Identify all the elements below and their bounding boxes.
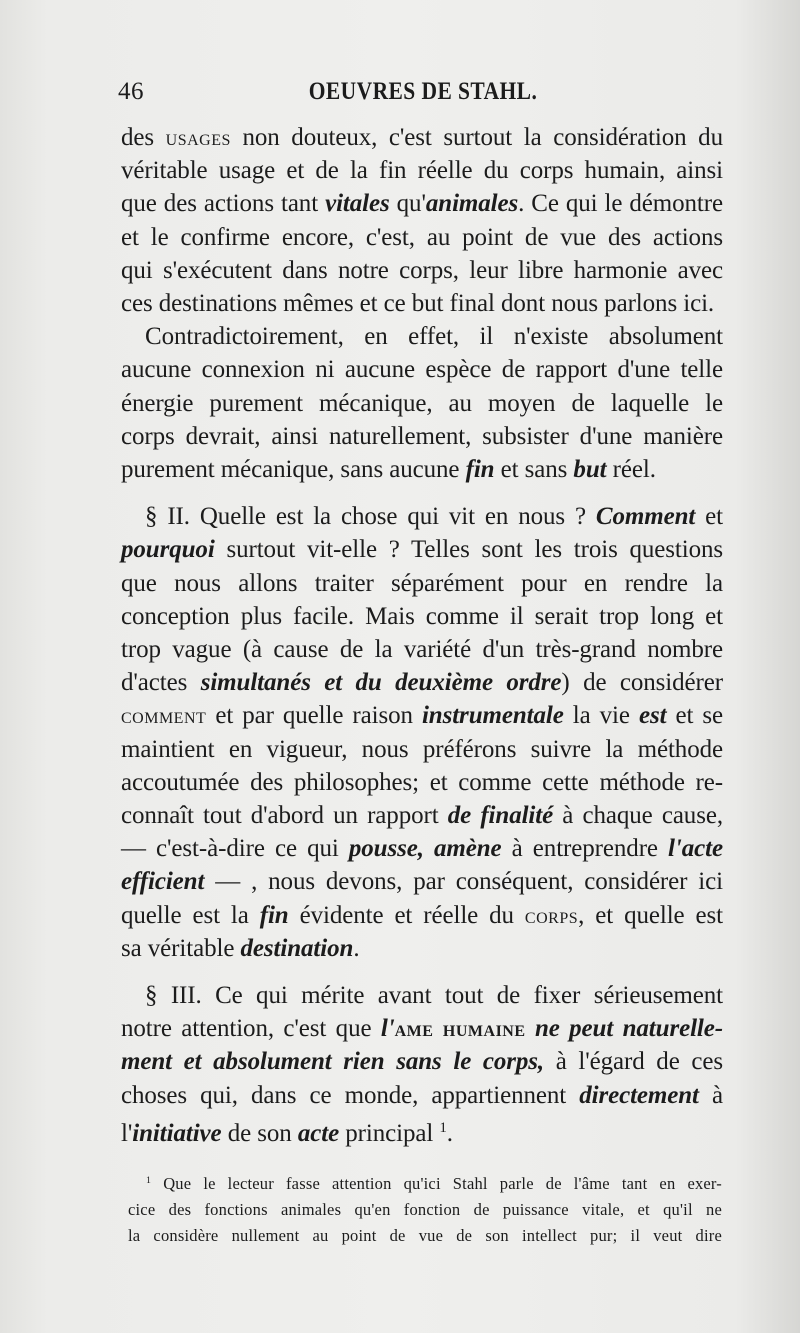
text-line: comment et par quelle raison instrumentale la vie est et se [121, 702, 723, 730]
text-line: pourquoi surtout vit-elle ? Telles sont les trois questions [121, 536, 723, 564]
running-title: OEUVRES DE STAHL. [308, 78, 538, 105]
text-line: Contradictoirement, en effet, il n'existe absolument [145, 323, 723, 351]
text-line: choses qui, dans ce monde, appartiennent directement à [121, 1081, 723, 1109]
text-line: connaît tout d'abord un rapport de finalité à chaque cause, [121, 802, 723, 830]
text-line: corps devrait, ainsi naturellement, subsister d'une manière [121, 422, 723, 450]
text-line: véritable usage et de la fin réelle du corps humain, ainsi [121, 157, 723, 185]
text-line: quelle est la fin évidente et réelle du corps, et quelle est [121, 901, 723, 929]
body-text [121, 121, 723, 1150]
text-line: l'initiative de son acte principal $^1$. [121, 1119, 453, 1147]
text-line: ces destinations mêmes et ce but final dont nous parlons ici. [121, 290, 715, 318]
text-line: ment et absolument rien sans le corps, à l'égard de ces [121, 1048, 723, 1076]
text-line: que des actions tant vitales qu'animales. Ce qui le démontre [121, 190, 724, 218]
text-line: et le confirme encore, c'est, au point de vue des actions [121, 223, 723, 251]
text-line: accoutumée des philosophes; et comme cette méthode re- [121, 768, 723, 796]
footnote-line: cice des fonctions animales qu'en fonction de puissance vitale, et qu'il ne [128, 1199, 722, 1219]
section-heading-line: § III. Ce qui mérite avant tout de fixer sérieusement [145, 982, 723, 1010]
section-heading-line: § II. Quelle est la chose qui vit en nous ? Comment et [145, 503, 723, 531]
text-line: purement mécanique, sans aucune fin et sans but réel. [121, 456, 656, 484]
text-line: efficient — , nous devons, par conséquent, considérer ici [121, 868, 723, 896]
text-line: conception plus facile. Mais comme il serait trop long et [121, 602, 723, 630]
text-line: qui s'exécutent dans notre corps, leur libre harmonie avec [121, 256, 723, 284]
text-line: aucune connexion ni aucune espèce de rapport d'une telle [121, 356, 723, 384]
footnote [128, 1168, 722, 1249]
footnote-marker: 1 [146, 1175, 152, 1186]
text-line: maintient en vigueur, nous préférons suivre la méthode [121, 735, 723, 763]
text-line: que nous allons traiter séparément pour en rendre la [121, 569, 723, 597]
text-line: sa véritable destination. [121, 934, 360, 962]
text-line: énergie purement mécanique, au moyen de laquelle le [121, 389, 723, 417]
footnote-line: la considère nullement au point de vue de son intellect pur; il veut dire [128, 1225, 722, 1245]
text-line: d'actes simultanés et du deuxième ordre) de considérer [121, 669, 723, 697]
text-line: — c'est-à-dire ce qui pousse, amène à entreprendre l'acte [121, 835, 723, 863]
footnote-reference: 1 [439, 1119, 447, 1136]
page-header [118, 78, 728, 112]
text-line: notre attention, c'est que l'ame humaine ne peut naturelle- [121, 1015, 723, 1043]
text-line: trop vague (à cause de la variété d'un très-grand nombre [121, 636, 723, 664]
footnote-line: $^1$ Que le lecteur fasse attention qu'ici Stahl parle de l'âme tant en exer- [146, 1173, 722, 1193]
text-line: des usages non douteux, c'est surtout la considération du [121, 124, 723, 151]
page-number: 46 [118, 78, 144, 105]
